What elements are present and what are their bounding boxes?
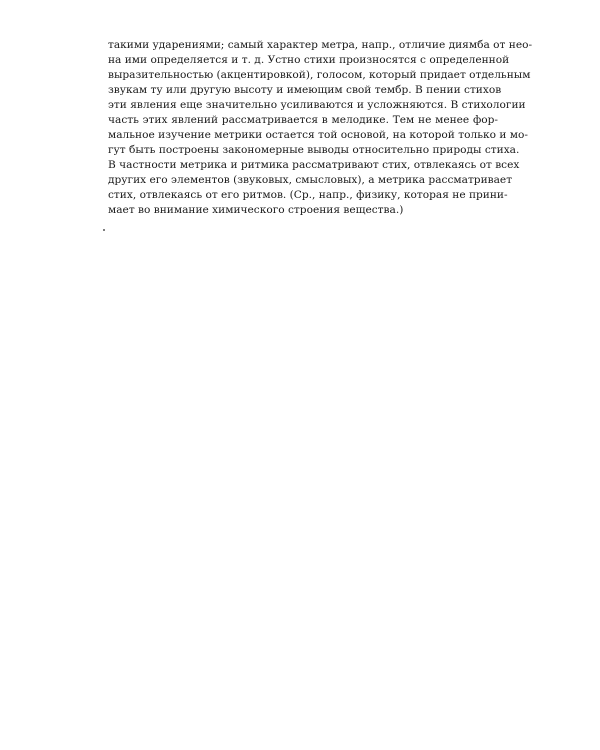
text-line: гут быть построены закономерные выводы относительно природы стиха. <box>108 144 520 156</box>
text-line: стих, отвлекаясь от его ритмов. (Ср., напр., физику, которая не прини- <box>108 189 508 201</box>
text-line: такими ударениями; самый характер метра, напр., отличие диямба от нео- <box>108 39 533 51</box>
text-line: других его элементов (звуковых, смысловых), а метрика рассматривает <box>108 174 513 186</box>
body-paragraph <box>108 38 533 218</box>
scan-speck <box>103 229 105 231</box>
text-line: В частности метрика и ритмика рассматривают стих, отвлекаясь от всех <box>108 159 520 171</box>
text-line: эти явления еще значительно усиливаются и усложняются. В стихологии <box>108 99 526 111</box>
text-line: мает во внимание химического строения вещества.) <box>108 204 404 216</box>
text-line: выразительностью (акцентировкой), голосом, который придает отдельным <box>108 69 531 81</box>
text-line: часть этих явлений рассматривается в мелодике. Тем не менее фор- <box>108 114 498 126</box>
text-line: звукам ту или другую высоту и имеющим свой тембр. В пении стихов <box>108 84 502 96</box>
text-line: на ими определяется и т. д. Устно стихи произносятся с определенной <box>108 54 510 66</box>
text-line: мальное изучение метрики остается той основой, на которой только и мо- <box>108 129 528 141</box>
